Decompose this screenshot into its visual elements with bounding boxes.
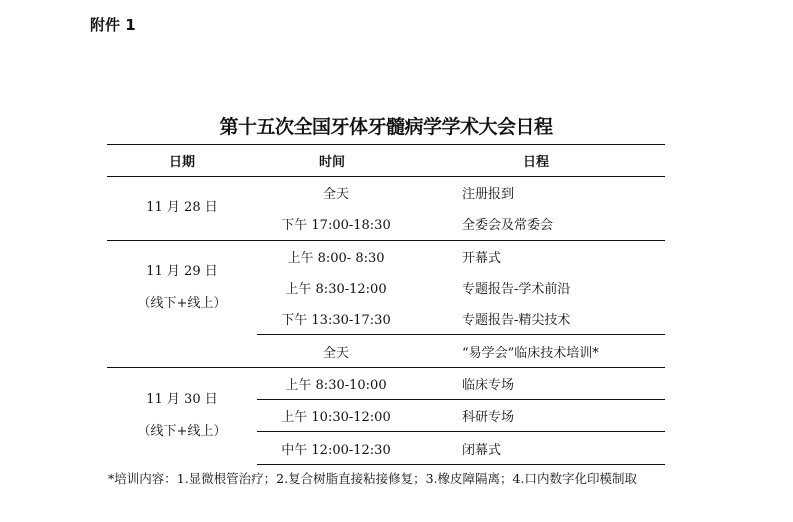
- header-time: 时间: [318, 155, 345, 170]
- event-cell: “易学会”临床技术培训*: [407, 335, 665, 367]
- date-note: （线下+线上）: [137, 295, 227, 311]
- day-group: [107, 240, 665, 367]
- empty-date-cell: [107, 335, 257, 367]
- table-row: [107, 367, 665, 399]
- time-cell: 上午 8:30-12:00: [285, 282, 387, 298]
- event-cell: 临床专场: [407, 367, 665, 399]
- event-cell: 全委会及常委会: [462, 218, 554, 234]
- date-text: 11 月 29 日: [146, 263, 218, 279]
- event-cell: 科研专场: [407, 400, 665, 432]
- page-title: 第十五次全国牙体牙髓病学学术大会日程: [219, 116, 553, 138]
- time-cell: 上午 10:30-12:00: [257, 400, 407, 432]
- date-note: （线下+线上）: [137, 423, 227, 439]
- date-cell: [107, 177, 257, 241]
- date-text: 11 月 28 日: [146, 200, 218, 216]
- date-cell: [107, 240, 257, 335]
- schedule-table: [107, 144, 665, 465]
- event-cell: 专题报告-精尖技术: [462, 313, 571, 329]
- event-cell: 注册报到: [407, 177, 665, 209]
- footnote: *培训内容：1.显微根管治疗；2.复合树脂直接粘接修复；3.橡皮障隔离；4.口内数字化印模制取: [108, 471, 637, 486]
- table-row: [107, 240, 665, 272]
- event-cell: 开幕式: [407, 240, 665, 272]
- time-cell: 上午 8:30-10:00: [257, 367, 407, 399]
- date-cell: [107, 367, 257, 464]
- event-cell: 闭幕式: [407, 432, 665, 464]
- date-text: 11 月 30 日: [146, 391, 218, 407]
- time-cell: 下午 17:00-18:30: [281, 218, 391, 234]
- time-cell: 下午 13:30-17:30: [281, 313, 391, 329]
- table-header-row: [107, 145, 665, 177]
- event-cell: 专题报告-学术前沿: [462, 282, 571, 298]
- day-group: [107, 177, 665, 241]
- time-cell: 上午 8:00- 8:30: [257, 240, 407, 272]
- table-row: [107, 335, 665, 367]
- time-cell: 中午 12:00-12:30: [257, 432, 407, 464]
- header-date: 日期: [168, 155, 195, 170]
- header-schedule: 日程: [522, 155, 549, 170]
- table-row: [107, 177, 665, 209]
- attachment-label: 附件 1: [90, 16, 136, 34]
- day-group: [107, 367, 665, 464]
- time-cell: 全天: [257, 177, 407, 209]
- time-cell: 全天: [257, 335, 407, 367]
